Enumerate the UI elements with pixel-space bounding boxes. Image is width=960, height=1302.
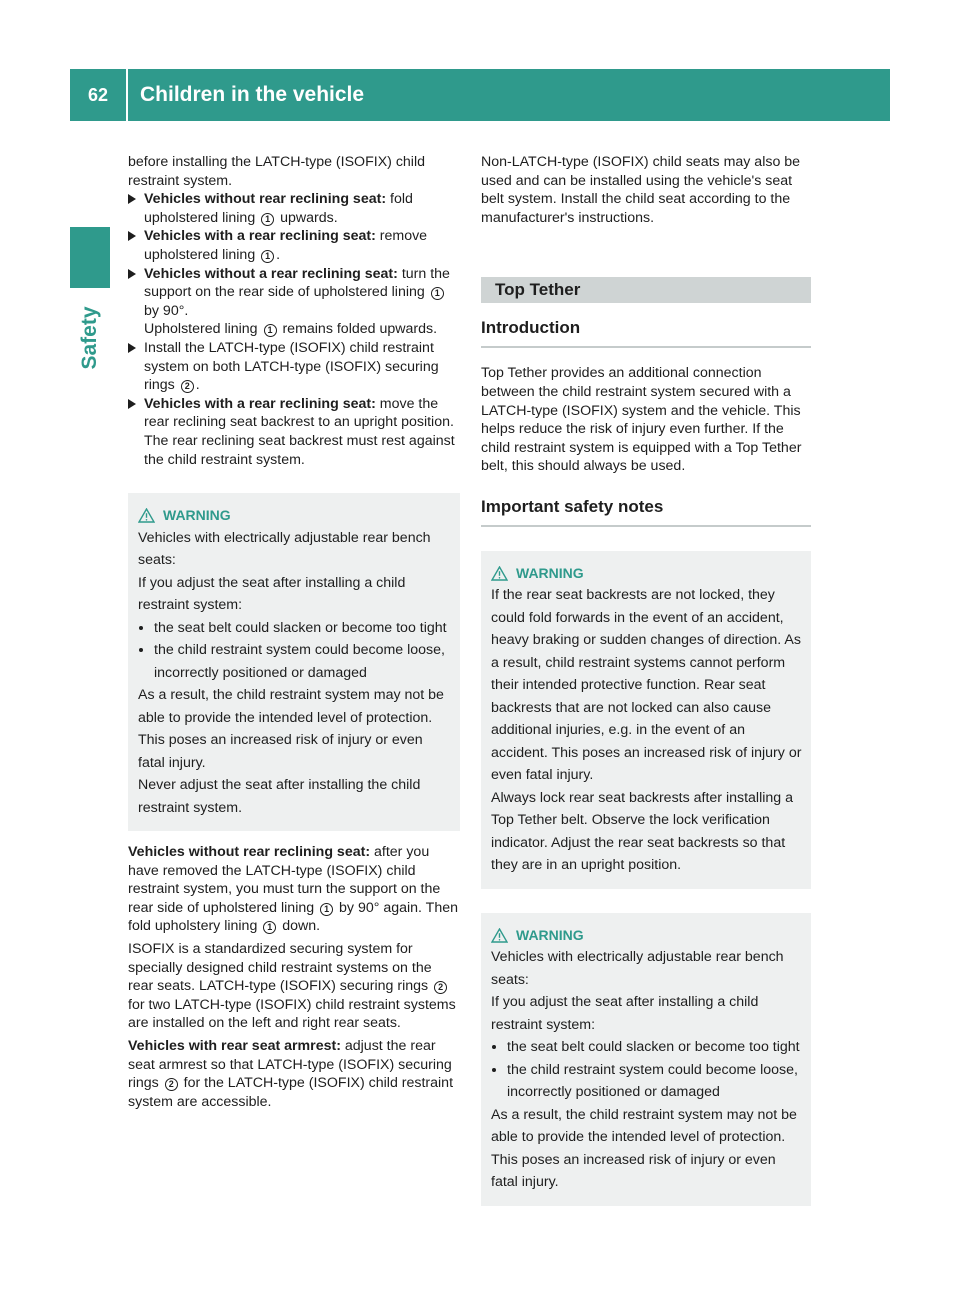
- bullet-icon: [139, 648, 143, 652]
- warning-title: WARNING: [163, 507, 231, 524]
- warning-text: Vehicles with electrically adjustable rear bench seats:: [138, 529, 431, 569]
- callout-marker: 1: [261, 250, 274, 263]
- paragraph: [128, 940, 460, 1033]
- arrow-icon: [128, 269, 136, 279]
- callout-marker: 2: [181, 380, 194, 393]
- callout-marker: 2: [165, 1078, 178, 1091]
- side-section-label: Safety: [78, 305, 101, 370]
- subsection-heading: Important safety notes: [481, 496, 811, 527]
- arrow-icon: [128, 343, 136, 353]
- warning-header: [491, 562, 802, 585]
- chapter-title: Children in the vehicle: [140, 83, 365, 106]
- step-text: Install the LATCH-type (ISOFIX) child restraint system on both LATCH-type (ISOFIX) securing rings: [144, 339, 439, 394]
- paragraph-text: for the LATCH-type (ISOFIX) child restraint system are accessible.: [128, 1075, 454, 1110]
- header-divider: [126, 69, 128, 121]
- paragraph-text: down.: [278, 918, 321, 935]
- arrow-icon: [128, 231, 136, 241]
- bullet-item: [138, 617, 451, 640]
- warning-text: Never adjust the seat after installing the child restraint system.: [138, 777, 421, 816]
- warning-triangle-icon: [491, 928, 508, 943]
- paragraph: [128, 1037, 460, 1111]
- step-item: [128, 265, 460, 339]
- arrow-icon: [128, 399, 136, 409]
- paragraph-text: for two LATCH-type (ISOFIX) child restraint systems are installed on the left and right rear seats.: [128, 996, 456, 1032]
- bullet-text: the child restraint system could become loose, incorrectly positioned or damaged: [154, 642, 445, 681]
- callout-marker: 1: [261, 213, 274, 226]
- paragraph: Non-LATCH-type (ISOFIX) child seats may also be used and can be installed using the vehicle's seat belt system. Install the child seat according to the manufacturer's instructions.: [481, 154, 801, 226]
- warning-triangle-icon: [491, 566, 508, 581]
- step-text: .: [276, 246, 281, 263]
- warning-title: WARNING: [516, 564, 584, 581]
- warning-text: If the rear seat backrests are not locked, they could fold forwards in the event of an accident, heavy braking or sudden changes of direction. As a result, child restraint systems cannot perform their intended protective function. Rear seat backrests that are not locked can also cause additional injuries, e.g. in the event of an accident. This poses an increased risk of injury or even fatal injury.: [491, 587, 802, 784]
- step-text: by 90°.: [144, 302, 189, 319]
- step-label: Vehicles without a rear reclining seat:: [144, 265, 398, 282]
- right-column: [481, 153, 811, 1218]
- paragraph: [128, 843, 460, 936]
- warning-text: If you adjust the seat after installing a child restraint system:: [138, 574, 406, 614]
- warning-box: [481, 551, 811, 889]
- callout-marker: 1: [264, 324, 277, 337]
- step-text: turn the support on the rear side of upholstered lining: [144, 265, 450, 301]
- left-column: [128, 153, 460, 1115]
- warning-header: [138, 504, 451, 527]
- bullet-text: the child restraint system could become loose, incorrectly positioned or damaged: [507, 1061, 798, 1101]
- step-text: upwards.: [276, 209, 338, 226]
- inline-heading: Vehicles without rear reclining seat:: [128, 844, 371, 861]
- section-heading: Top Tether: [481, 277, 811, 303]
- bullet-text: the seat belt could slacken or become too tight: [507, 1039, 800, 1056]
- step-text: fold upholstered lining: [144, 191, 413, 226]
- paragraph-text: by 90° again. Then fold upholstery lining: [128, 899, 459, 935]
- warning-header: [491, 924, 802, 947]
- step-text: Upholstered lining: [144, 321, 262, 338]
- step-text: remove upholstered lining: [144, 228, 428, 263]
- step-label: Vehicles without rear reclining seat:: [144, 191, 387, 208]
- bullet-item: [491, 1036, 802, 1059]
- paragraph-text: ISOFIX is a standardized securing system for specially designed child restraint systems on the rear seats. LATCH-type (ISOFIX) securing rings: [128, 941, 433, 995]
- step-text: .: [195, 377, 200, 394]
- callout-marker: 1: [320, 903, 333, 916]
- arrow-icon: [128, 194, 136, 204]
- step-text: move the rear reclining seat backrest to an upright position. The rear reclining seat backrest must rest against the child restraint system.: [144, 395, 455, 468]
- callout-marker: 2: [434, 981, 447, 994]
- paragraph: Top Tether provides an additional connection between the child restraint system secured with a LATCH-type (ISOFIX) system and the vehicle. This helps reduce the risk of injury even further. If the child restraint system is equipped with a Top Tether belt, this should always be used.: [481, 365, 802, 475]
- warning-title: WARNING: [516, 926, 584, 943]
- warning-box: [481, 913, 811, 1206]
- bullet-item: [491, 1059, 802, 1104]
- page-number: 62: [87, 85, 109, 105]
- inline-heading: Vehicles with rear seat armrest:: [128, 1038, 341, 1055]
- bullet-icon: [139, 626, 143, 630]
- step-label: Vehicles with a rear reclining seat:: [144, 395, 376, 412]
- bullet-item: [138, 639, 451, 684]
- step-item: [128, 190, 460, 227]
- bullet-text: the seat belt could slacken or become too tight: [154, 619, 447, 636]
- warning-text: Vehicles with electrically adjustable rear bench seats:: [491, 949, 784, 988]
- paragraph: before installing the LATCH-type (ISOFIX) child restraint system.: [128, 154, 426, 189]
- warning-text: Always lock rear seat backrests after installing a Top Tether belt. Observe the lock verification indicator. Adjust the rear seat backrests so that they are in an upright position.: [491, 789, 794, 874]
- side-tab-marker: [70, 227, 110, 288]
- warning-box: [128, 493, 460, 831]
- warning-triangle-icon: [138, 508, 155, 523]
- bullet-icon: [492, 1068, 496, 1072]
- warning-text: As a result, the child restraint system may not be able to provide the intended level of protection. This poses an increased risk of injury or even fatal injury.: [138, 687, 444, 771]
- step-label: Vehicles with a rear reclining seat:: [144, 228, 376, 245]
- step-text: remains folded upwards.: [278, 321, 438, 338]
- paragraph-text: adjust the rear seat armrest so that LATCH-type (ISOFIX) securing rings: [128, 1038, 452, 1092]
- callout-marker: 1: [431, 287, 444, 300]
- side-label-wrap: [70, 290, 110, 385]
- callout-marker: 1: [263, 921, 276, 934]
- step-item: [128, 339, 460, 395]
- step-item: [128, 227, 460, 264]
- step-item: [128, 395, 460, 469]
- warning-text: If you adjust the seat after installing a child restraint system:: [491, 994, 759, 1033]
- bullet-icon: [492, 1045, 496, 1049]
- warning-text: As a result, the child restraint system may not be able to provide the intended level of protection. This poses an increased risk of injury or even fatal injury.: [491, 1106, 797, 1191]
- subsection-heading: Introduction: [481, 317, 811, 348]
- paragraph-text: after you have removed the LATCH-type (ISOFIX) child restraint system, you must turn the support on the rear side of upholstered lining: [128, 844, 441, 916]
